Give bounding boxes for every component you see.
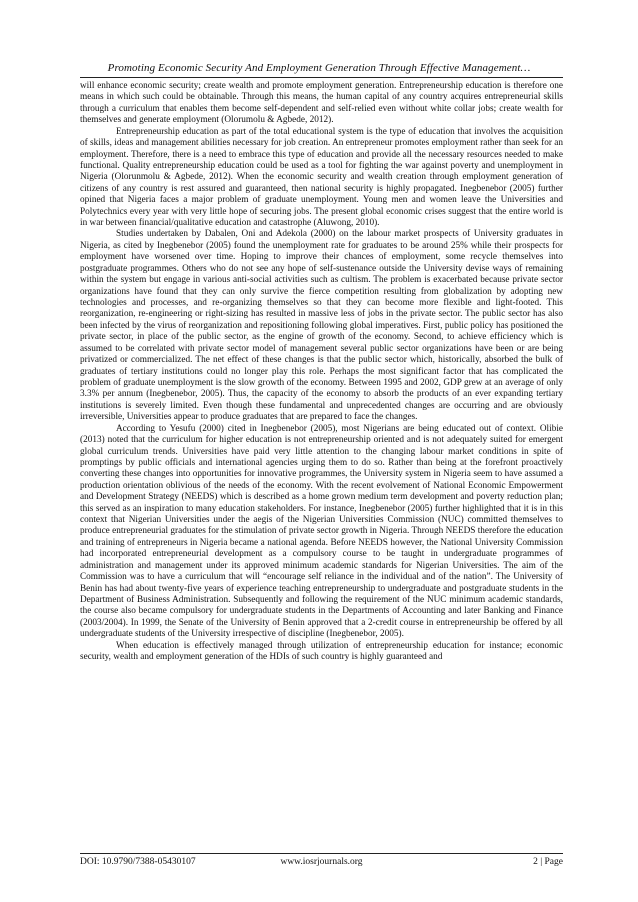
paragraph-5: When education is effectively managed through utilization of entrepreneurship education for instance; economic security, wealth and employment generation of the HDIs of such country is highly guaranteed and xyxy=(80,640,563,663)
paragraph-1: will enhance economic security; create wealth and promote employment generation. Entrepreneurship education is therefore one means in which such could be obtainable. Through this means, the human capital of any country acquires entrepreneurial skills through a curriculum that enables them become self-dependent and self-relied even without white collar jobs; create wealth for themselves and generate employment (Olorumolu & Agbede, 2012). xyxy=(80,81,563,126)
footer-website[interactable]: www.iosrjournals.org xyxy=(280,857,363,867)
article-body xyxy=(80,81,563,664)
paragraph-4: According to Yesufu (2000) cited in Inegbenebor (2005), most Nigerians are being educated out of context. Olibie (2013) noted that the curriculum for higher education is not entrepreneurship oriented and is not adequately suited for emergent global curriculum trends. Universities have paid very little attention to the changing labour market conditions in spite of promptings by public officials and international agencies urging them to do so. Rather than being at the forefront proactively converting these changes into opportunities for innovative programmes, the University system in Nigeria seem to have assumed a production orientation oblivious of the needs of the economy. With the recent evolvement of National Economic Empowerment and Development Strategy (NEEDS) which is described as a home grown medium term development and poverty reduction plan; this served as an inspiration to many education stakeholders. For instance, Inegbenebor (2005) further highlighted that it is in this context that Nigerian Universities under the aegis of the Nigerian Universities Commission (NUC) committed themselves to produce entrepreneurial graduates for the stimulation of private sector growth in Nigeria. Through NEEDS therefore the education and training of entrepreneurs in Nigeria became a national agenda. Before NEEDS however, the National University Commission had incorporated entrepreneurial development as a compulsory course to be taught in undergraduate programmes of administration and management under its approved minimum academic standards for Nigerian Universities. The aim of the Commission was to have a curriculum that will “encourage self reliance in the individual and of the nation”. The University of Benin has had about twenty-five years of experience teaching entrepreneurship to undergraduate and postgraduate students in the Department of Business Administration. Subsequently and following the requirement of the NUC minimum academic standards, the course also became compulsory for undergraduate students in the Departments of Accounting and later Banking and Finance (2003/2004). In 1999, the Senate of the University of Benin approved that a 2-credit course in entrepreneurship be offered by all undergraduate students of the University irrespective of discipline (Inegbenebor, 2005). xyxy=(80,423,563,640)
running-title: Promoting Economic Security And Employment Generation Through Effective Management… xyxy=(107,62,531,74)
header-rule xyxy=(80,77,563,78)
page-footer xyxy=(80,857,563,869)
paragraph-3: Studies undertaken by Dabalen, Oni and Adekola (2000) on the labour market prospects of University graduates in Nigeria, as cited by Inegbenebor (2005) found the unemployment rate for graduates to be around 25% while their prospects for employment have worsened over time. Hoping to improve their chances of employment, some recycle themselves into postgraduate programmes. Others who do not see any hope of self-sustenance outside the University devise ways of remaining within the system but engage in various anti-social activities such as cultism. The problem is exacerbated because private sector organizations have found that they can only survive the fierce competition resulting from globalization by adopting new technologies and processes, and re-organizing themselves so that they can become more flexible and light-footed. This reorganization, re-engineering or right-sizing has resulted in massive less of jobs in the private sector. The public sector has also been infected by the virus of reorganization and repositioning following global imperatives. First, public policy has positioned the private sector, in place of the public sector, as the engine of growth of the economy. Second, to achieve efficiency which is assumed to be correlated with private sector model of management several public sector organizations have been or are being privatized or commercialized. The net effect of these changes is that the public sector which, historically, absorbed the bulk of graduates of tertiary institutions could no longer play this role. Perhaps the most significant factor that has complicated the problem of graduate unemployment is the slow growth of the economy. Between 1995 and 2002, GDP grew at an average of only 3.3% per annum (Inegbenebor, 2005). Thus, the capacity of the economy to absorb the products of an ever expanding tertiary institutions is severely limited. Even though these fundamental and unprecedented changes are occurring and are obviously irreversible, Universities appear to produce graduates that are prepared to face the changes. xyxy=(80,229,563,423)
footer-page-number: 2 | Page xyxy=(533,857,563,867)
paragraph-2: Entrepreneurship education as part of the total educational system is the type of education that involves the acquisition of skills, ideas and management abilities necessary for job creation. An entrepreneur promotes employment rather than seek for an employment. Therefore, there is a need to embrace this type of education and provide all the necessary resources needed to make functional. Quality entrepreneurship education could be used as a tool for fighting the war against poverty and unemployment in Nigeria (Olorunmolu & Agbede, 2012). When the economic security and wealth creation through employment generation of citizens of any country is rest assured and guaranteed, then national security is highly propagated. Inegbenebor (2005) further opined that Nigeria faces a major problem of graduate unemployment. Young men and women leave the Universities and Polytechnics every year with very little hope of securing jobs. The present global economic crises suggest that the entire world is in war between financial/qualitative education and catastrophe (Aluwong, 2010). xyxy=(80,126,563,229)
footer-doi: DOI: 10.9790/7388-05430107 xyxy=(80,857,196,867)
footer-rule xyxy=(80,853,563,854)
